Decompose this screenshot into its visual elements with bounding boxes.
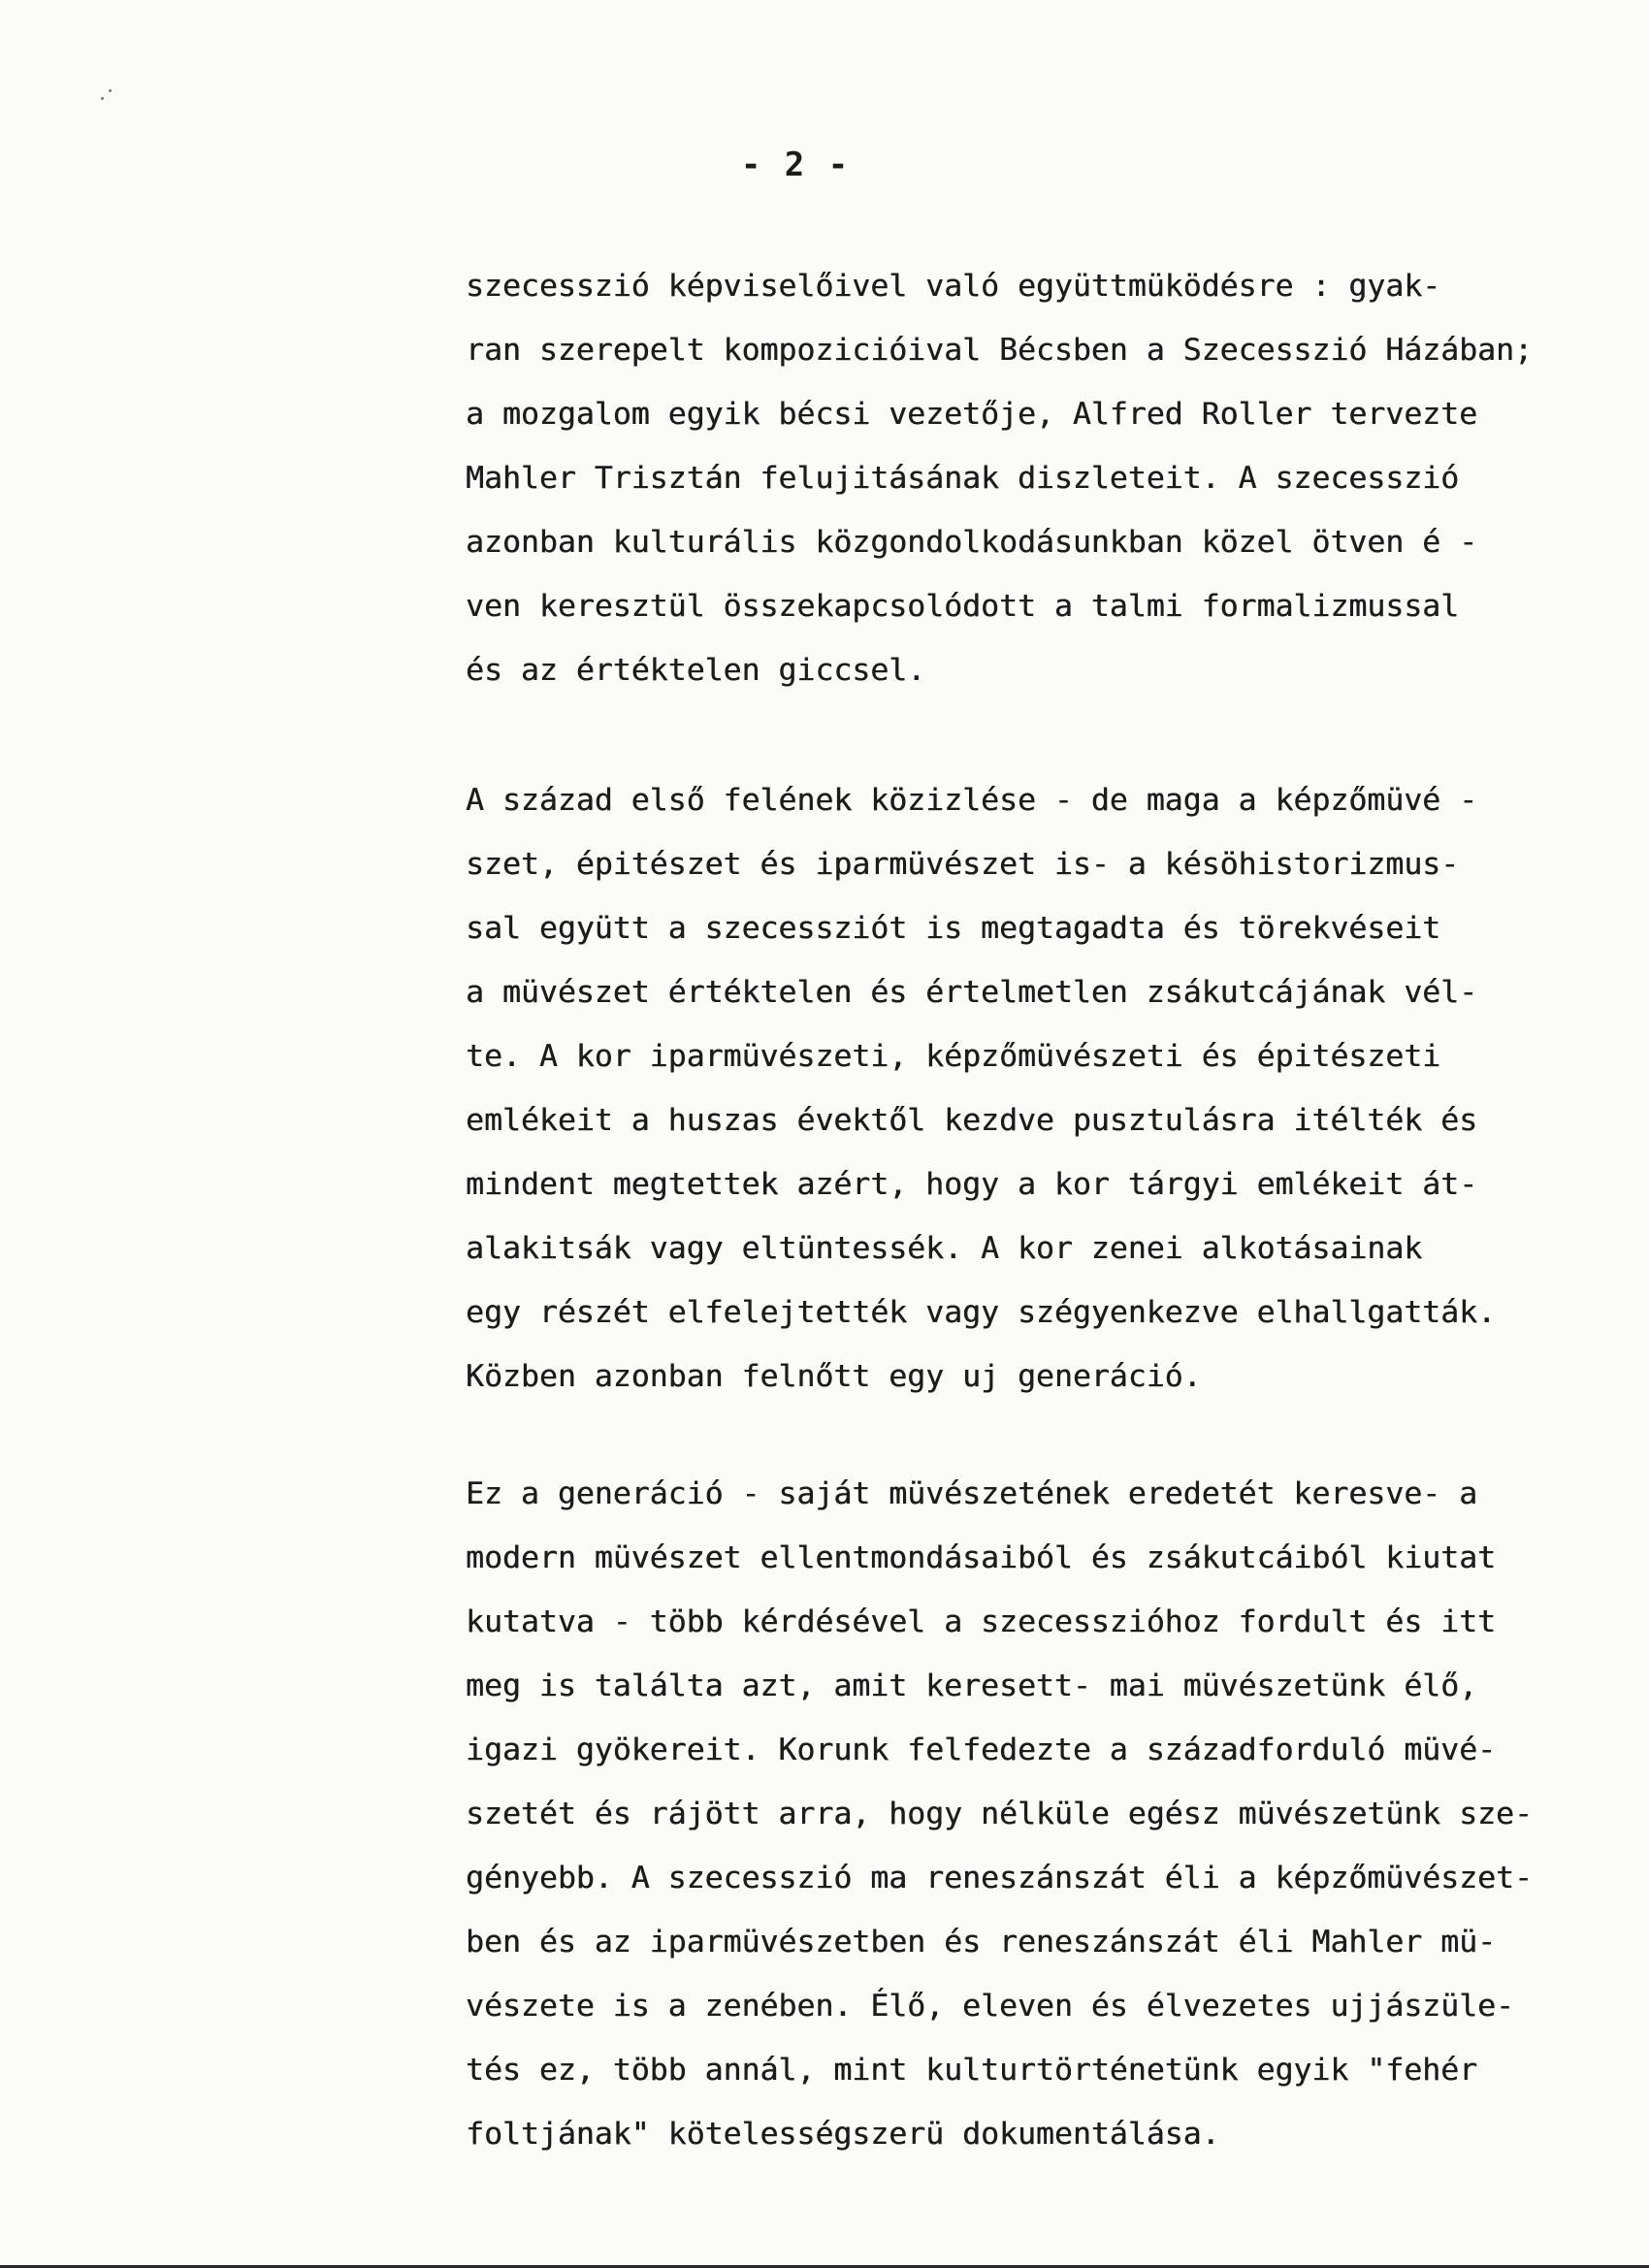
text-line: a mozgalom egyik bécsi vezetője, Alfred Roller tervezte <box>466 397 1478 432</box>
text-line: szecesszió képviselőivel való együttmüködésre : gyak- <box>466 269 1441 304</box>
text-line: igazi gyökereit. Korunk felfedezte a századforduló müvé- <box>466 1733 1497 1767</box>
text-line: vészete is a zenében. Élő, eleven és élvezetes ujjászüle- <box>466 1989 1514 2024</box>
paragraph-3 <box>466 1462 1610 2166</box>
scan-speck <box>109 89 112 92</box>
text-line: Közben azonban felnőtt egy uj generáció. <box>466 1359 1202 1394</box>
text-line: mindent megtettek azért, hogy a kor tárgyi emlékeit át- <box>466 1167 1478 1202</box>
page-number: - 2 - <box>740 146 851 184</box>
paragraph-2 <box>466 768 1610 1409</box>
text-line: te. A kor iparmüvészeti, képzőmüvészeti és épitészeti <box>466 1039 1441 1074</box>
text-line: ben és az iparmüvészetben és reneszánszát éli Mahler mü- <box>466 1925 1497 1960</box>
text-line: foltjának" kötelességszerü dokumentálása. <box>466 2117 1220 2152</box>
text-line: A század első felének közizlése - de maga a képzőmüvé - <box>466 783 1478 818</box>
paragraph-1 <box>466 254 1610 702</box>
text-line: meg is találta azt, amit keresett- mai müvészetünk élő, <box>466 1669 1478 1703</box>
text-line: emlékeit a huszas évektől kezdve pusztulásra itélték és <box>466 1103 1478 1138</box>
text-line: kutatva - több kérdésével a szecesszióhoz fordult és itt <box>466 1604 1497 1639</box>
text-line: ran szerepelt kompozicióival Bécsben a Szecesszió Házában; <box>466 333 1533 368</box>
text-line: alakitsák vagy eltüntessék. A kor zenei alkotásainak <box>466 1231 1423 1266</box>
text-line: a müvészet értéktelen és értelmetlen zsákutcájának vél- <box>466 975 1478 1010</box>
text-line: szetét és rájött arra, hogy nélküle egész müvészetünk sze- <box>466 1797 1533 1831</box>
text-line: Mahler Trisztán felujitásának diszleteit. A szecesszió <box>466 461 1460 496</box>
text-line: azonban kulturális közgondolkodásunkban közel ötven é - <box>466 525 1478 560</box>
text-line: sal együtt a szecessziót is megtagadta és törekvéseit <box>466 911 1441 946</box>
text-line: Ez a generáció - saját müvészetének eredetét keresve- a <box>466 1476 1478 1511</box>
text-line: ven keresztül összekapcsolódott a talmi formalizmussal <box>466 589 1460 624</box>
text-line: gényebb. A szecesszió ma reneszánszát éli a képzőmüvészet- <box>466 1861 1533 1895</box>
text-line: tés ez, több annál, mint kulturtörténetünk egyik "fehér <box>466 2053 1478 2088</box>
text-line: szet, épitészet és iparmüvészet is- a késöhistorizmus- <box>466 847 1460 882</box>
text-line: modern müvészet ellentmondásaiból és zsákutcáiból kiutat <box>466 1540 1497 1575</box>
scan-speck <box>101 97 104 100</box>
text-line: és az értéktelen giccsel. <box>466 653 926 688</box>
text-line: egy részét elfelejtették vagy szégyenkezve elhallgatták. <box>466 1295 1497 1330</box>
